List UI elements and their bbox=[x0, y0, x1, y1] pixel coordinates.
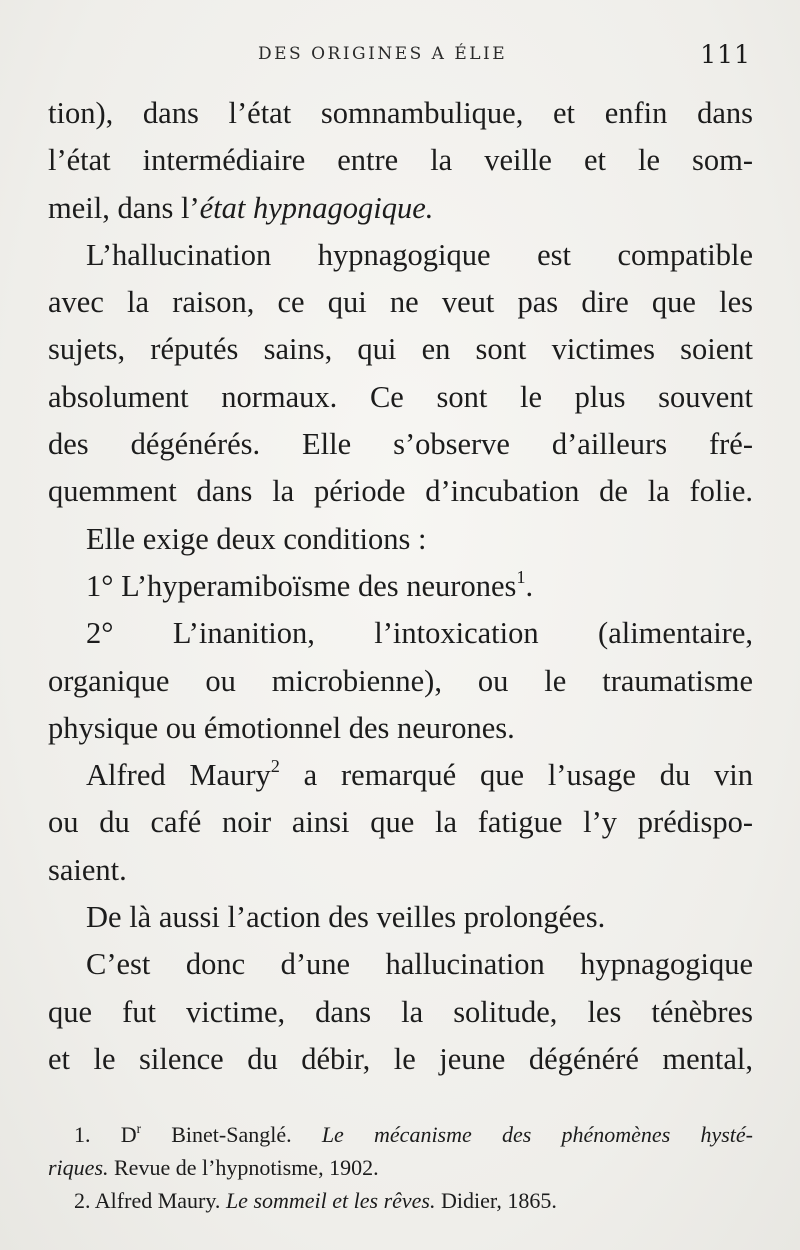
text-span: . bbox=[525, 568, 534, 603]
text-line: De là aussi l’action des veilles prolongées. bbox=[86, 900, 606, 935]
paragraph-2 bbox=[48, 232, 753, 516]
text-line: Elle exige deux conditions : bbox=[86, 521, 427, 556]
condition-2 bbox=[48, 610, 753, 752]
footnote-2 bbox=[48, 1184, 753, 1217]
text-line: absolument normaux. Ce sont le plus souvent bbox=[48, 379, 753, 414]
footnote-marker: 2. Alfred Maury. bbox=[74, 1188, 226, 1213]
text-line: physique ou émotionnel des neurones. bbox=[48, 710, 515, 745]
footnote-title: Le sommeil et les rêves. bbox=[225, 1188, 436, 1213]
text-line: 2° L’inanition, l’intoxication (alimentaire, bbox=[86, 616, 753, 651]
text-line: l’état intermédiaire entre la veille et le som- bbox=[48, 143, 753, 178]
footnote-marker: 1. D bbox=[74, 1122, 137, 1147]
paragraph-5 bbox=[48, 894, 753, 941]
text-span: 1° L’hyperamiboïsme des neurones bbox=[86, 568, 517, 603]
text-line: C’est donc d’une hallucination hypnagogique bbox=[86, 947, 753, 982]
footnote-ref: 1 bbox=[516, 567, 526, 588]
text-line: organique ou microbienne), ou le traumatisme bbox=[48, 663, 753, 698]
page-header bbox=[48, 40, 753, 74]
page-number: 111 bbox=[700, 40, 751, 69]
paragraph-1 bbox=[48, 90, 753, 232]
footnote-source: Revue de l’hypnotisme, 1902. bbox=[108, 1155, 379, 1180]
footnote-marker-sup: r bbox=[136, 1120, 142, 1136]
footnote-author: Binet-Sanglé. bbox=[141, 1122, 322, 1147]
body-text bbox=[48, 90, 753, 1083]
text-line: sujets, réputés sains, qui en sont victimes soient bbox=[48, 332, 753, 367]
footnote-1 bbox=[48, 1118, 753, 1151]
text-span: a remarqué que l’usage du vin bbox=[279, 758, 753, 793]
paragraph-6 bbox=[48, 941, 753, 1083]
text-line bbox=[48, 185, 753, 232]
running-title: DES ORIGINES A ÉLIE bbox=[258, 44, 508, 64]
text-span: Alfred Maury bbox=[86, 758, 271, 793]
text-line: des dégénérés. Elle s’observe d’ailleurs fré- bbox=[48, 427, 753, 462]
footnote-ref: 2 bbox=[270, 756, 280, 777]
paragraph-4 bbox=[48, 752, 753, 894]
footnote-source: Didier, 1865. bbox=[435, 1188, 557, 1213]
paragraph-3 bbox=[48, 516, 753, 563]
text-line: L’hallucination hypnagogique est compatible bbox=[86, 237, 753, 272]
text-line bbox=[48, 752, 753, 799]
text-line: ou du café noir ainsi que la fatigue l’y prédispo- bbox=[48, 805, 753, 840]
text-span: meil, dans l’ bbox=[48, 190, 200, 225]
italic-term: état hypnagogique. bbox=[199, 190, 434, 225]
footnotes bbox=[48, 1118, 753, 1217]
text-line: saient. bbox=[48, 852, 127, 887]
text-line: quemment dans la période d’incubation de la folie. bbox=[48, 474, 753, 509]
footnote-title: Le mécanisme des phénomènes hysté- bbox=[321, 1122, 754, 1147]
text-line: et le silence du débir, le jeune dégénéré mental, bbox=[48, 1041, 753, 1076]
text-line bbox=[48, 563, 753, 610]
text-line: que fut victime, dans la solitude, les ténèbres bbox=[48, 994, 753, 1029]
text-line: avec la raison, ce qui ne veut pas dire que les bbox=[48, 285, 753, 320]
condition-1 bbox=[48, 563, 753, 610]
text-line: tion), dans l’état somnambulique, et enfin dans bbox=[48, 96, 753, 130]
footnote-1-cont bbox=[48, 1151, 753, 1184]
footnote-title: riques. bbox=[48, 1155, 109, 1180]
